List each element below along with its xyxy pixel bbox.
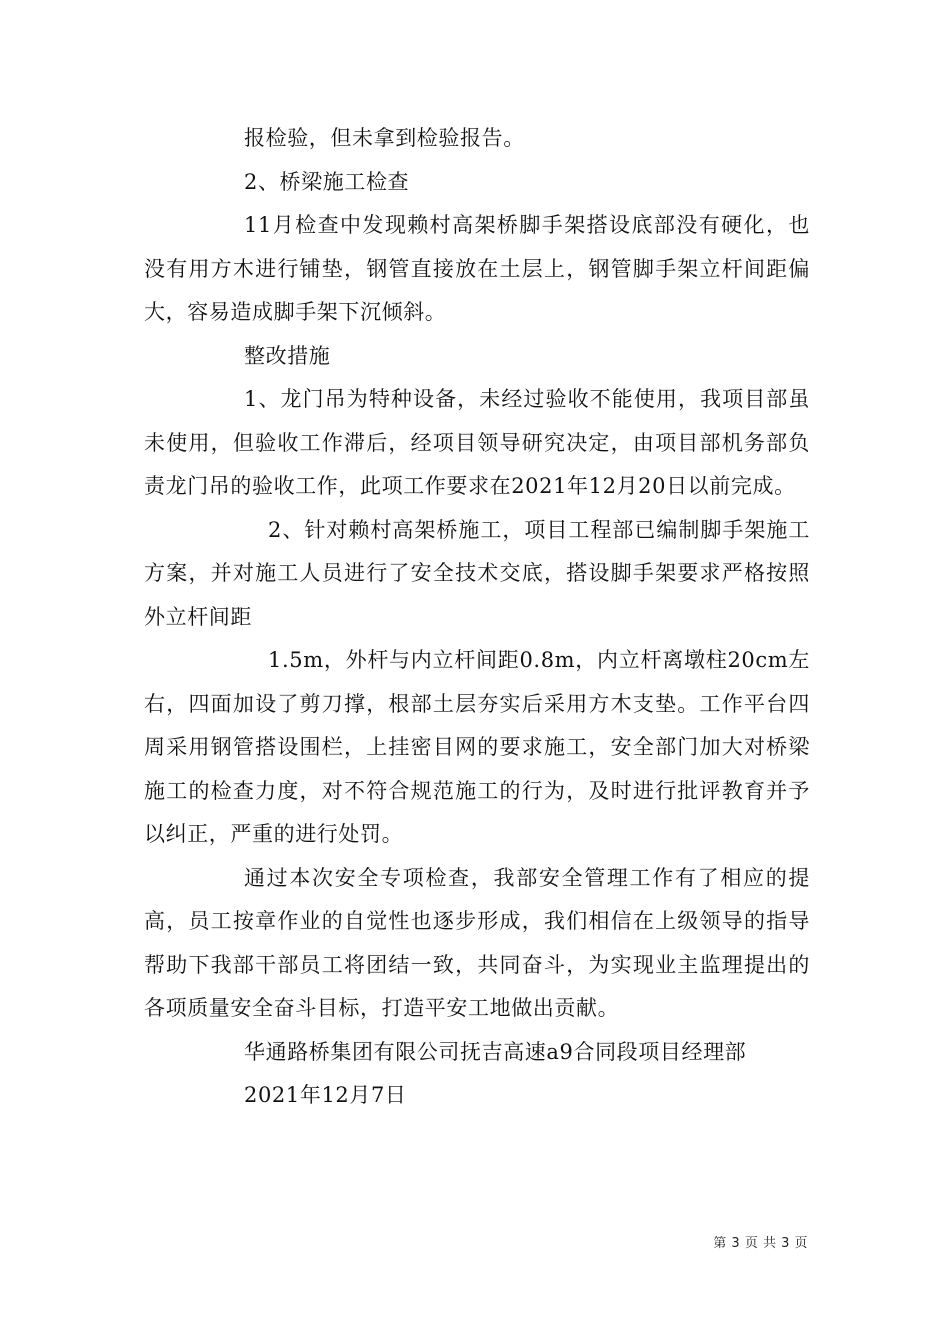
signature-date: 2021年12月7日 [244, 1083, 407, 1107]
paragraph-rectification-1: 1、龙门吊为特种设备，未经过验收不能使用，我项目部虽未使用，但验收工作滞后，经项目领导研究决定，由项目部机务部负责龙门吊的验收工作，此项工作要求在2021年12月20日以前完成。 [144, 387, 810, 498]
paragraph-inspection-report: 报检验，但未拿到检验报告。 [244, 126, 525, 150]
paragraph-conclusion: 通过本次安全专项检查，我部安全管理工作有了相应的提高，员工按章作业的自觉性也逐步形成，我们相信在上级领导的指导帮助下我部干部员工将团结一致，共同奋斗，为实现业主监理提出的各项质量安全奋斗目标，打造平安工地做出贡献。 [144, 865, 810, 1020]
page-number-footer: 第 3 页 共 3 页 [713, 1236, 808, 1251]
paragraph-scaffold-spec: 1.5m，外杆与内立杆间距0.8m，内立杆离墩柱20cm左右，四面加设了剪刀撑，根部土层夯实后采用方木支垫。工作平台四周采用钢管搭设围栏，上挂密目网的要求施工，安全部门加大对桥梁施工的检查力度，对不符合规范施工的行为，及时进行批评教育并予以纠正，严重的进行处罚。 [144, 648, 810, 846]
heading-rectification: 整改措施 [244, 343, 331, 368]
document-body [144, 117, 810, 1118]
signature-organization: 华通路桥集团有限公司抚吉高速a9合同段项目经理部 [244, 1039, 747, 1064]
paragraph-rectification-2: 2、针对赖村高架桥施工，项目工程部已编制脚手架施工方案，并对施工人员进行了安全技术交底，搭设脚手架要求严格按照外立杆间距 [144, 517, 810, 629]
paragraph-bridge-finding: 11月检查中发现赖村高架桥脚手架搭设底部没有硬化，也没有用方木进行铺垫，钢管直接放在土层上，钢管脚手架立杆间距偏大，容易造成脚手架下沉倾斜。 [144, 213, 810, 324]
heading-bridge-inspection: 2、桥梁施工检查 [244, 169, 410, 194]
